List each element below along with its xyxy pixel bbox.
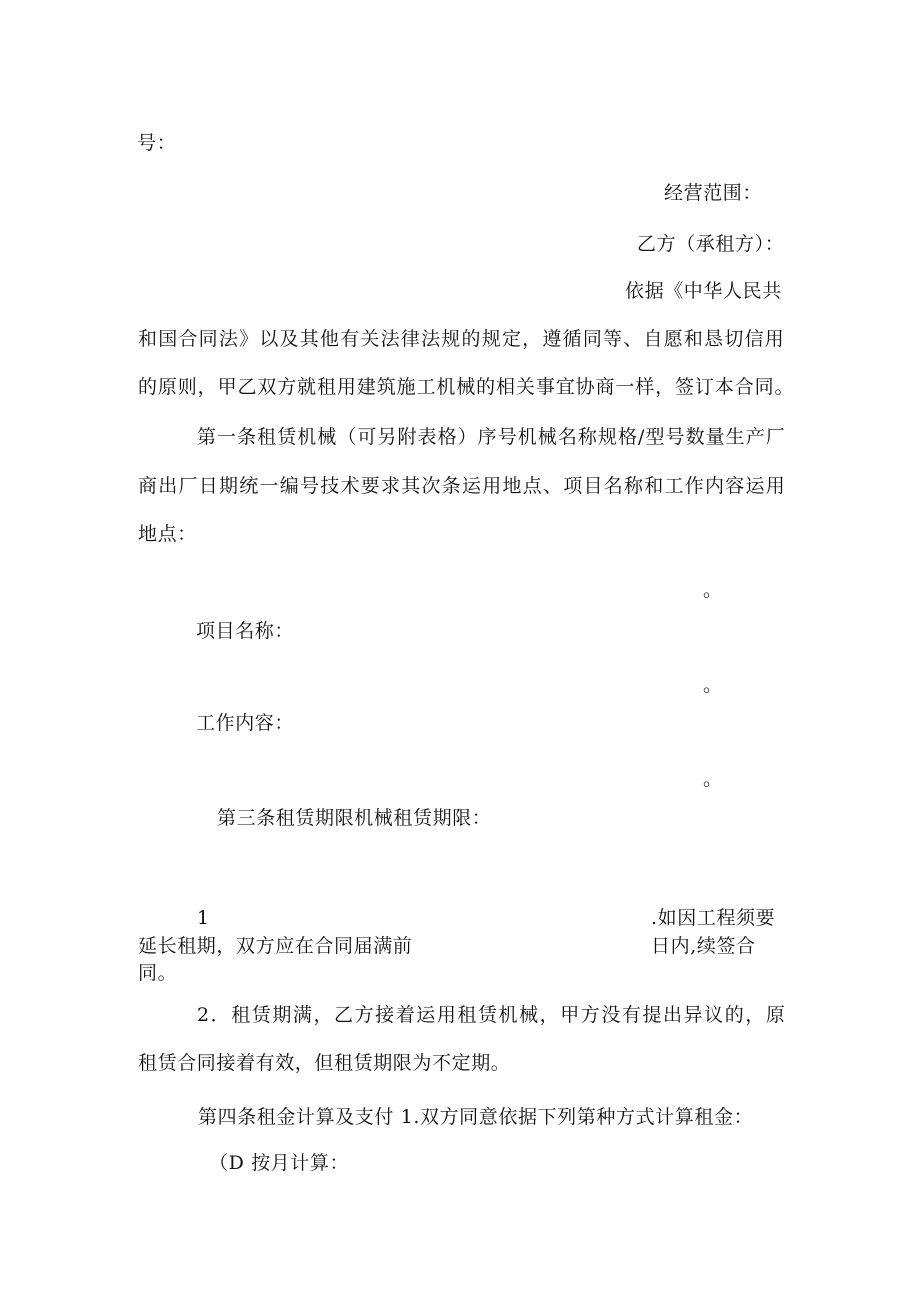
text-line: 1: [197, 907, 210, 929]
text-line: 同。: [138, 962, 178, 984]
text-line: .如因工程须要: [651, 907, 776, 929]
text-line: 租赁合同接着有效，但租赁期限为不定期。: [138, 1052, 511, 1074]
text-line: 地点：: [138, 523, 197, 545]
text-line: 。: [703, 768, 723, 790]
text-line: 经营范围：: [664, 182, 763, 204]
text-line: 第 一 条 租 赁 机 械 （ 可 另 附 表 格 ） 序 号 机 械 名 称 规 格 / 型 号 数 量 生 产 厂: [197, 426, 785, 448]
text-line: 第三条租赁期限机械租赁期限：: [217, 807, 492, 829]
text-line: 和 国 合 同 法 》 以 及 其 他 有 关 法 律 法 规 的 规 定 ， 遵 循 同 等 、 自 愿 和 恳 切 信 用: [138, 328, 784, 350]
text-line: 。: [703, 579, 723, 601]
text-line: 商 出 厂 日 期 统 一 编 号 技 术 要 求 其 次 条 运 用 地 点 、 项 目 名 称 和 工 作 内 容 运 用: [138, 475, 785, 497]
text-line: 2 ． 租 赁 期 满 ， 乙 方 接 着 运 用 租 赁 机 械 ， 甲 方 没 有 提 出 异 议 的 ， 原: [197, 1004, 785, 1026]
text-line: 。: [703, 674, 723, 696]
text-line: 的 原 则 ， 甲 乙 双 方 就 租 用 建 筑 施 工 机 械 的 相 关 事 宜 协 商 一 样 ， 签 订 本 合 同 。: [138, 376, 794, 398]
text-line: 延长租期，双方应在合同届满前: [138, 935, 413, 957]
text-line: 乙方（承租方）：: [637, 233, 785, 255]
text-line: 第四条租金计算及支付 1.双方同意依据下列第种方式计算租金：: [198, 1106, 754, 1128]
text-line: （D 按月计算：: [209, 1152, 350, 1174]
text-line: 日内,续签合: [651, 935, 756, 957]
text-line: 项目名称：: [196, 620, 295, 642]
text-line: 号：: [137, 132, 177, 154]
text-line: 依据《中华人民共: [625, 280, 782, 302]
text-line: 工作内容：: [196, 712, 295, 734]
